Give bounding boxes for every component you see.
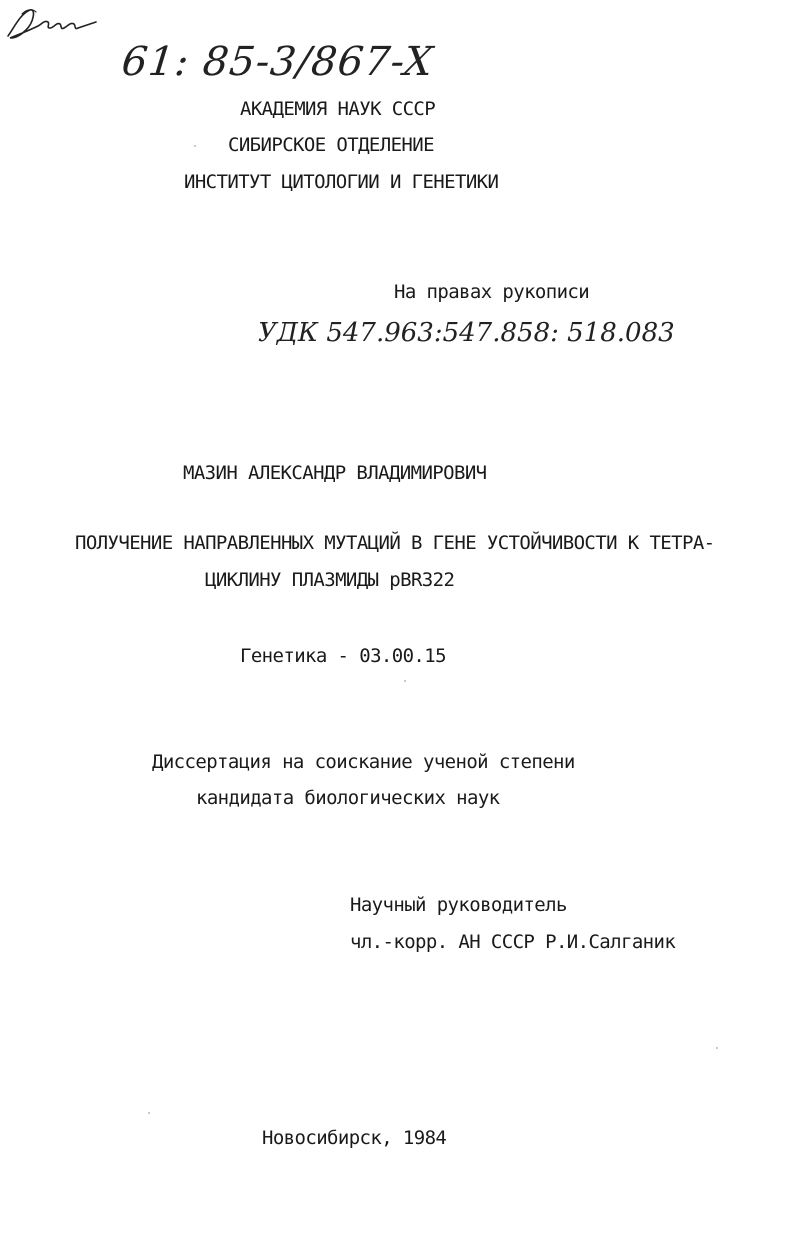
specialty-code: Генетика - 03.00.15: [240, 645, 446, 667]
header-division: СИБИРСКОЕ ОТДЕЛЕНИЕ: [228, 134, 434, 156]
supervisor-name: чл.-корр. АН СССР Р.И.Салганик: [350, 931, 676, 953]
signature-image: [0, 0, 100, 44]
udk-code-handwritten: УДК 547.963:547.858: 518.083: [258, 318, 675, 348]
rights-note: На правах рукописи: [394, 281, 590, 303]
dissertation-title-line1: ПОЛУЧЕНИЕ НАПРАВЛЕННЫХ МУТАЦИЙ В ГЕНЕ УСТОЙЧИВОСТИ К ТЕТРА-: [75, 532, 715, 554]
degree-line2: кандидата биологических наук: [196, 787, 500, 809]
scan-speck: [404, 680, 406, 682]
degree-line1: Диссертация на соискание ученой степени: [152, 751, 575, 773]
archive-code-handwritten: 61: 85-3/867-X: [119, 39, 436, 85]
header-academy: АКАДЕМИЯ НАУК СССР: [240, 98, 436, 120]
header-institute: ИНСТИТУТ ЦИТОЛОГИИ И ГЕНЕТИКИ: [184, 171, 499, 193]
city-year: Новосибирск, 1984: [262, 1127, 447, 1149]
scan-speck: [148, 1112, 150, 1114]
author-name: МАЗИН АЛЕКСАНДР ВЛАДИМИРОВИЧ: [183, 462, 487, 484]
scan-speck: [716, 1047, 718, 1049]
dissertation-title-line2: ЦИКЛИНУ ПЛАЗМИДЫ pBR322: [205, 569, 455, 591]
scan-speck: [194, 145, 196, 147]
signature-scribble: [0, 0, 100, 44]
supervisor-label: Научный руководитель: [350, 894, 567, 916]
